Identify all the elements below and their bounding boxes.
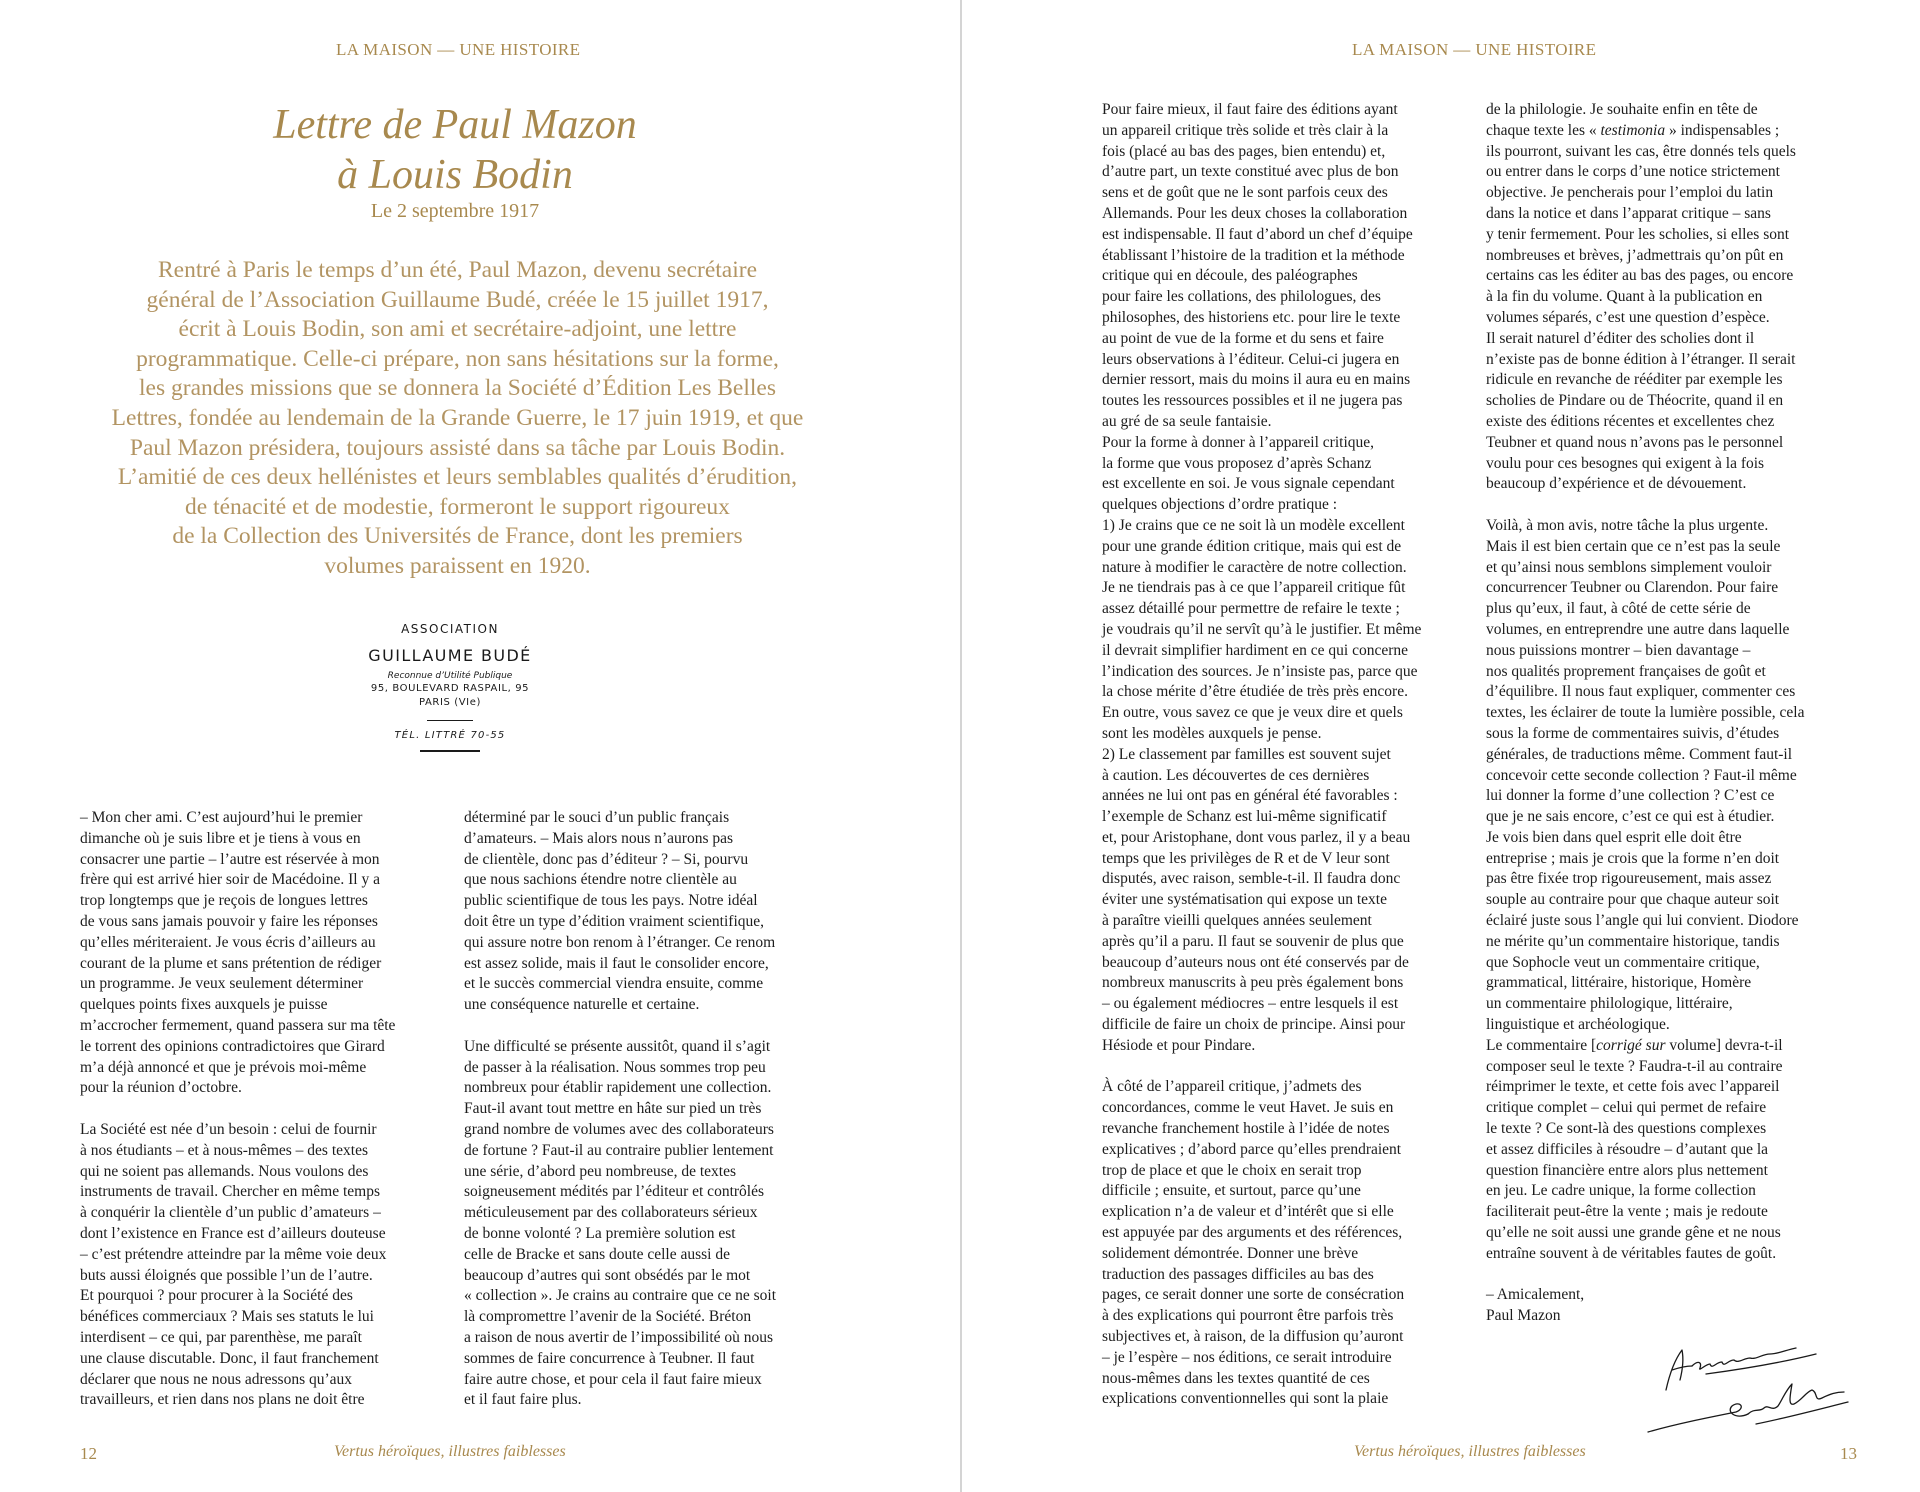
text-line: en jeu. Le cadre unique, la forme collection (1486, 1182, 1756, 1200)
paragraph-gap (1486, 1265, 1864, 1286)
letter-paragraph (1486, 516, 1864, 1265)
text-line: ou entrer dans le corps d’une notice strictement (1486, 163, 1780, 181)
text-line: faciliterait peut-être la vente ; mais je redoute (1486, 1203, 1768, 1221)
text-line: linguistique et archéologique. (1486, 1016, 1670, 1034)
intro-line: Lettres, fondée au lendemain de la Grande Guerre, le 17 juin 1919, et que (111, 404, 804, 431)
text-line: une conséquence naturelle et certaine. (464, 996, 700, 1014)
text-line: qui assure notre bon renom à l’étranger. Ce renom (464, 933, 776, 951)
text-line: déclarer que nous ne nous adressons qu’aux (80, 1370, 353, 1388)
stamp-line: PARIS (VIe) (418, 697, 481, 708)
text-line: à des explications qui pourront être parfois très (1102, 1307, 1394, 1325)
text-line: de passer à la réalisation. Nous sommes trop peu (464, 1058, 766, 1076)
text-line: de clientèle, donc pas d’éditeur ? – Si, pourvu (464, 850, 749, 868)
text-line: sous la forme de commentaires suivis, d’études (1486, 724, 1780, 742)
text-line: textes, les éclairer de toute la lumière possible, cela (1486, 704, 1805, 722)
letter-paragraph (80, 808, 465, 1099)
text-line: critique complet – celui qui permet de refaire (1486, 1099, 1767, 1117)
letter-paragraph (1102, 100, 1484, 1057)
text-line: m’a déjà annoncé et que je prévois moi-même (80, 1058, 367, 1076)
text-line: – Mon cher ami. C’est aujourd’hui le premier (80, 809, 363, 826)
text-line: leurs observations à l’éditeur. Celui-ci jugera en (1102, 350, 1400, 368)
text-line: générales, de traductions même. Comment faut-il (1486, 745, 1793, 763)
intro-line: programmatique. Celle-ci prépare, non sans hésitations sur la forme, (136, 345, 779, 372)
text-line: La Société est née d’un besoin : celui de fournir (80, 1120, 377, 1138)
title-line: Lettre de Paul Mazon (273, 102, 637, 148)
letter-column (80, 808, 465, 1411)
text-line: qu’elles mériteraient. Je vous écris d’ailleurs au (80, 933, 376, 951)
text-line: pour faire les collations, des philologues, des (1102, 288, 1381, 306)
text-line: « collection ». Je crains au contraire que ce ne soit (464, 1287, 777, 1305)
text-line: explicatives ; d’abord parce qu’elles prendraient (1102, 1140, 1402, 1158)
text-line: beaucoup d’auteurs nous ont été conservés par de (1102, 953, 1409, 971)
text-line: je voudrais qu’il ne servît qu’à le justifier. Et même (1102, 620, 1422, 638)
text-line: ne mérite qu’un commentaire historique, tandis (1486, 932, 1780, 950)
intro-line: Paul Mazon présidera, toujours assisté dans sa tâche par Louis Bodin. (129, 434, 786, 461)
text-line: et qu’ainsi nous semblons simplement vouloir (1486, 558, 1772, 576)
stamp-line: ASSOCIATION (401, 622, 499, 636)
text-line: Il serait naturel d’éditer des scholies dont il (1486, 329, 1755, 347)
text-line: critique qui en découle, des paléographes (1102, 267, 1358, 285)
running-head: LA MAISON — UNE HISTOIRE (1352, 40, 1597, 59)
text-line: la forme que vous proposez d’après Schanz (1102, 454, 1372, 472)
text-line: voulu pour ces besognes qui exigent à la fois (1486, 454, 1765, 472)
text-line: nos qualités proprement françaises de goût et (1486, 662, 1766, 680)
text-line: il devrait simplifier hardiment en ce qui concerne (1102, 641, 1409, 659)
intro-line: de ténacité et de modestie, formeront le support rigoureux (185, 493, 730, 520)
stamp-bar (420, 750, 480, 752)
text-line: trop de place et que le choix en serait trop (1102, 1161, 1362, 1179)
text-line: souple au contraire pour que chaque auteur soit (1486, 891, 1780, 909)
intro-line: volumes paraissent en 1920. (324, 552, 591, 579)
text-line: là compromettre l’avenir de la Société. Bréton (464, 1308, 752, 1326)
text-line: et, pour Aristophane, dont vous parlez, il y a beau (1102, 828, 1411, 846)
text-line: le texte ? Ce sont-là des questions complexes (1486, 1120, 1767, 1138)
text-line: de bonne volonté ? La première solution est (464, 1224, 736, 1242)
text-line: est assez solide, mais il faut le consolider encore, (464, 954, 769, 972)
text-line: dont l’existence en France est d’ailleurs douteuse (80, 1224, 386, 1242)
text-line: fois (placé au bas des pages, bien entendu) et, (1102, 142, 1386, 160)
text-line: et assez difficiles à résoudre – d’autant que la (1486, 1140, 1769, 1158)
text-line: nature à modifier le caractère de notre collection. (1102, 558, 1407, 576)
intro-line: Rentré à Paris le temps d’un été, Paul Mazon, devenu secrétaire (157, 257, 758, 283)
text-line: éviter une systématisation qui expose un texte (1102, 891, 1387, 909)
text-line: pour une grande édition critique, mais qui est de (1102, 537, 1402, 555)
running-head: LA MAISON — UNE HISTOIRE (336, 40, 581, 59)
text-line: À côté de l’appareil critique, j’admets des (1102, 1078, 1362, 1096)
text-line: volumes, en entreprendre une autre dans laquelle (1486, 620, 1790, 638)
text-line: un commentaire philologique, littéraire, (1486, 995, 1733, 1013)
text-line: quelques objections d’ordre pratique : (1102, 496, 1338, 514)
text-line: courant de la plume et sans prétention de rédiger (80, 954, 382, 972)
text-line: Le commentaire [corrigé sur volume] devra-t-il (1486, 1036, 1783, 1054)
text-line: existe des éditions récentes et excellentes chez (1486, 412, 1775, 430)
text-line: nombreux manuscrits à peu près également bons (1102, 974, 1404, 992)
letter-column (1486, 100, 1864, 1327)
text-line: l’indication des sources. Je n’insiste pas, parce que (1102, 662, 1418, 680)
text-line: composer seul le texte ? Faudra-t-il au contraire (1486, 1057, 1783, 1075)
text-line: plus qu’eux, il faut, à côté de cette série de (1486, 600, 1751, 618)
text-line: dernier ressort, mais du moins il aura eu en mains (1102, 371, 1411, 389)
text-line: concordances, comme le veut Havet. Je suis en (1102, 1099, 1394, 1117)
text-line: que Sophocle veut un commentaire critique, (1486, 953, 1760, 971)
text-line: à la fin du volume. Quant à la publication en (1486, 288, 1763, 306)
text-line: la chose mérite d’être étudiée de très près encore. (1102, 683, 1408, 701)
text-line: de vous sans jamais pouvoir y faire les réponses (80, 912, 378, 930)
text-line: un programme. Je veux seulement déterminer (80, 975, 364, 993)
letter-column (464, 808, 852, 1411)
paragraph-gap (80, 1099, 465, 1120)
intro-line: de la Collection des Universités de France, dont les premiers (172, 523, 743, 550)
text-line: explication n’a de valeur et d’intérêt que si elle (1102, 1203, 1394, 1221)
paragraph-gap (1102, 1057, 1484, 1078)
paragraph-gap (1486, 495, 1864, 516)
page-title (0, 100, 910, 200)
text-line: Paul Mazon (1486, 1307, 1561, 1325)
text-line: au point de vue de la forme et du sens et faire (1102, 329, 1384, 347)
text-line: un appareil critique très solide et très clair à la (1102, 121, 1389, 139)
stamp-line: GUILLAUME BUDÉ (368, 646, 532, 665)
text-line: – c’est prétendre atteindre par la même voie deux (80, 1245, 387, 1263)
intro-line: général de l’Association Guillaume Budé, créée le 15 juillet 1917, (146, 286, 769, 313)
footer-book-title: Vertus héroïques, illustres faiblesses (334, 1443, 566, 1460)
text-line: objective. Je pencherais pour l’emploi du latin (1486, 184, 1774, 202)
text-line: toutes les ressources possibles et il ne jugera pas (1102, 392, 1403, 410)
text-line: m’accrocher fermement, quand passera sur ma tête (80, 1016, 396, 1034)
text-line: établissant l’histoire de la tradition et la méthode (1102, 246, 1405, 264)
text-line: sommes de faire concurrence à Teubner. Il faut (464, 1349, 755, 1367)
text-line: que je ne sais encore, c’est ce qui est à étudier. (1486, 808, 1775, 826)
text-line: déterminé par le souci d’un public français (464, 809, 730, 826)
text-line: Je vois bien dans quel esprit elle doit être (1486, 828, 1742, 846)
text-line: – Amicalement, (1486, 1286, 1585, 1304)
text-line: à conquérir la clientèle d’un public d’amateurs – (80, 1204, 381, 1222)
text-line: d’amateurs. – Mais alors nous n’aurons pas (464, 829, 734, 847)
intro-line: les grandes missions que se donnera la Société d’Édition Les Belles (139, 375, 776, 402)
text-line: y tenir fermement. Pour les scholies, si elles sont (1486, 225, 1790, 243)
text-line: réimprimer le texte, et cette fois avec l’appareil (1486, 1078, 1780, 1096)
text-line: beaucoup d’expérience et de dévouement. (1486, 475, 1747, 493)
text-line: une clause discutable. Donc, il faut franchement (80, 1349, 379, 1367)
text-line: une série, d’abord peu nombreuse, de textes (464, 1162, 737, 1180)
text-line: pas être fixée trop rigoureusement, mais assez (1486, 870, 1772, 888)
text-line: nombreux pour établir rapidement une collection. (464, 1079, 772, 1097)
text-line: temps que les privilèges de R et de V leur sont (1102, 849, 1390, 867)
text-line: – je l’espère – nos éditions, ce serait introduire (1102, 1348, 1392, 1366)
text-line: nombreuses et brèves, j’admettrais qu’on pût en (1486, 246, 1784, 264)
text-line: quelques points fixes auxquels je puisse (80, 996, 328, 1014)
text-line: et le succès commercial viendra ensuite, comme (464, 975, 764, 993)
text-line: public scientifique de tous les pays. Notre idéal (464, 892, 758, 910)
letter-date: Le 2 septembre 1917 (370, 200, 540, 222)
text-line: de fortune ? Faut-il au contraire publier lentement (464, 1141, 774, 1159)
text-line: volumes séparés, c’est une question d’espèce. (1486, 308, 1770, 326)
text-line: En outre, vous savez ce que je veux dire et quels (1102, 704, 1403, 722)
text-line: Faut-il avant tout mettre en hâte sur pied un très (464, 1100, 762, 1118)
intro-paragraph (90, 256, 825, 582)
footer-book-title: Vertus héroïques, illustres faiblesses (1354, 1443, 1586, 1460)
text-line: pages, ce serait donner une sorte de consécration (1102, 1286, 1405, 1304)
text-line: méticuleusement par des collaborateurs sérieux (464, 1204, 758, 1222)
text-line: – ou également médiocres – entre lesquels il est (1102, 995, 1399, 1013)
intro-line: L’amitié de ces deux hellénistes et leurs semblables qualités d’érudition, (117, 464, 798, 491)
letter-paragraph (1102, 1077, 1484, 1410)
text-line: Allemands. Pour les deux choses la collaboration (1102, 204, 1408, 222)
title-line: à Louis Bodin (337, 152, 573, 198)
text-line: frère qui est arrivé hier soir de Macédoine. Il y a (80, 871, 380, 889)
text-line: après qu’il a paru. Il faut se souvenir de plus que (1102, 932, 1404, 950)
text-line: sens et de goût que ne le sont parfois ceux des (1102, 184, 1388, 202)
text-line: doit être un type d’édition vraiment scientifique, (464, 912, 765, 930)
text-line: et il faut faire plus. (464, 1391, 582, 1409)
text-line: buts aussi éloignés que possible l’un de l’autre. (80, 1266, 373, 1284)
text-line: nous-mêmes dans les textes quantité de ces (1102, 1369, 1370, 1387)
text-line: disputés, avec raison, semble-t-il. Il faudra donc (1102, 870, 1401, 888)
text-line: dimanche où je suis libre et je tiens à vous en (80, 829, 361, 847)
text-line: subjectives et, à raison, de la diffusion qu’auront (1102, 1328, 1404, 1346)
intro-line: écrit à Louis Bodin, son ami et secrétaire-adjoint, une lettre (178, 316, 737, 343)
paragraph-gap (464, 1016, 852, 1037)
text-line: philosophes, des historiens etc. pour lire le texte (1102, 308, 1401, 326)
text-line: éclairé juste sous l’angle qui lui convient. Diodore (1486, 912, 1799, 930)
text-line: le torrent des opinions contradictoires que Girard (80, 1037, 385, 1055)
text-line: chaque texte les « testimonia » indispensables ; (1486, 121, 1780, 139)
text-line: celle de Bracke et sans doute celle aussi de (464, 1245, 730, 1263)
text-line: interdisent – ce qui, par parenthèse, me paraît (80, 1328, 362, 1346)
text-line: faire autre chose, et pour cela il faut faire mieux (464, 1370, 762, 1388)
text-line: qu’elle ne soit aussi une grande gêne et ne nous (1486, 1224, 1781, 1242)
text-line: Voilà, à mon avis, notre tâche la plus urgente. (1486, 516, 1769, 534)
text-line: traduction des passages difficiles au bas des (1102, 1265, 1374, 1283)
text-line: Hésiode et pour Pindare. (1102, 1036, 1256, 1054)
text-line: certains cas les éditer au bas des pages, ou encore (1486, 267, 1794, 285)
text-line: instruments de travail. Chercher en même temps (80, 1183, 381, 1201)
text-line: question financière entre alors plus nettement (1486, 1161, 1768, 1179)
stamp-line: Reconnue d’Utilité Publique (387, 671, 513, 681)
text-line: n’existe pas de bonne édition à l’étranger. Il serait (1486, 350, 1796, 368)
text-line: consacrer une partie – l’autre est réservée à mon (80, 850, 380, 868)
letter-paragraph (464, 1037, 852, 1411)
text-line: entreprise ; mais je crois que la forme n’en doit (1486, 849, 1780, 867)
stamp-rule (427, 720, 473, 721)
text-line: ils pourront, suivant les cas, être donnés tels quels (1486, 142, 1796, 160)
text-line: a raison de nous avertir de l’impossibilité où nous (464, 1328, 774, 1346)
text-line: lui donner la forme d’une collection ? C’est ce (1486, 787, 1775, 805)
text-line: concevoir cette seconde collection ? Faut-il même (1486, 766, 1797, 784)
text-line: entraîne souvent à de véritables fautes de goût. (1486, 1244, 1777, 1262)
text-line: années ne lui ont pas en général été favorables : (1102, 787, 1398, 805)
text-line: soigneusement médités par l’éditeur et contrôlés (464, 1183, 765, 1201)
text-line: Une difficulté se présente aussitôt, quand il s’agit (464, 1037, 771, 1055)
text-line: 2) Le classement par familles est souvent sujet (1102, 745, 1391, 763)
text-line: concurrencer Teubner ou Clarendon. Pour faire (1486, 579, 1779, 597)
text-line: de la philologie. Je souhaite enfin en tête de (1486, 101, 1758, 118)
text-line: 1) Je crains que ce ne soit là un modèle excellent (1102, 516, 1405, 534)
letter-column (1102, 100, 1484, 1410)
text-line: trop longtemps que je reçois de longues lettres (80, 892, 368, 910)
text-line: grand nombre de volumes avec des collaborateurs (464, 1120, 774, 1138)
text-line: Pour la forme à donner à l’appareil critique, (1102, 433, 1374, 451)
text-line: au gré de sa seule fantaisie. (1102, 412, 1272, 430)
page-number: 12 (80, 1444, 97, 1463)
text-line: à caution. Les découvertes de ces dernières (1102, 766, 1370, 784)
text-line: ridicule en revanche de rééditer par exemple les (1486, 371, 1783, 389)
text-line: scholies de Pindare ou de Théocrite, quand il en (1486, 392, 1784, 410)
text-line: sont les modèles auxquels je pense. (1102, 724, 1322, 742)
text-line: grammatical, littéraire, historique, Homère (1486, 974, 1752, 992)
text-line: revanche franchement hostile à l’idée de notes (1102, 1120, 1390, 1138)
text-line: est indispensable. Il faut d’abord un chef d’équipe (1102, 225, 1413, 243)
text-line: à paraître vieilli quelques années seulement (1102, 912, 1372, 930)
text-line: pour la réunion d’octobre. (80, 1079, 242, 1097)
text-line: difficile de faire un choix de principe. Ainsi pour (1102, 1016, 1406, 1034)
letter-paragraph (1486, 100, 1864, 495)
text-line: difficile ; ensuite, et surtout, parce qu’une (1102, 1182, 1361, 1200)
stamp-line: 95, BOULEVARD RASPAIL, 95 (370, 683, 530, 694)
text-line: Pour faire mieux, il faut faire des éditions ayant (1102, 101, 1398, 118)
text-line: d’équilibre. Il nous faut expliquer, commenter ces (1486, 683, 1796, 701)
text-line: solidement démontrée. Donner une brève (1102, 1244, 1359, 1262)
text-line: bénéfices commerciaux ? Mais ses statuts le lui (80, 1308, 374, 1326)
handwritten-signature (1636, 1320, 1856, 1440)
text-line: est appuyée par des arguments et des références, (1102, 1224, 1403, 1242)
text-line: Je ne tiendrais pas à ce que l’appareil critique fût (1102, 579, 1406, 597)
text-line: qui ne soient pas allemands. Nous voulons des (80, 1162, 369, 1180)
text-line: beaucoup d’autres qui sont obsédés par le mot (464, 1266, 751, 1284)
page-number: 13 (1840, 1444, 1857, 1463)
text-line: dans la notice et dans l’apparat critique – sans (1486, 204, 1771, 222)
letter-paragraph (464, 808, 852, 1016)
stamp-line: TÉL. LITTRÉ 70-55 (394, 730, 506, 741)
letter-paragraph (80, 1120, 465, 1411)
text-line: travailleurs, et rien dans nos plans ne doit être (80, 1391, 365, 1409)
text-line: Mais il est bien certain que ce n’est pas la seule (1486, 537, 1781, 555)
text-line: est excellente en soi. Je vous signale cependant (1102, 475, 1395, 493)
text-line: Et pourquoi ? pour procurer à la Société des (80, 1287, 353, 1305)
text-line: d’autre part, un texte constitué avec plus de bon (1102, 163, 1399, 181)
text-line: assez détaillé pour permettre de refaire le texte ; (1102, 600, 1400, 618)
text-line: l’exemple de Schanz est lui-même significatif (1102, 808, 1387, 826)
text-line: nous puissions montrer – bien davantage – (1486, 641, 1751, 659)
text-line: que nous sachions étendre notre clientèle au (464, 871, 737, 889)
text-line: Teubner et quand nous n’avons pas le personnel (1486, 433, 1784, 451)
text-line: explications conventionnelles qui sont la plaie (1102, 1390, 1389, 1408)
letterhead-stamp (340, 620, 560, 752)
text-line: à nos étudiants – et à nous-mêmes – des textes (80, 1141, 368, 1159)
